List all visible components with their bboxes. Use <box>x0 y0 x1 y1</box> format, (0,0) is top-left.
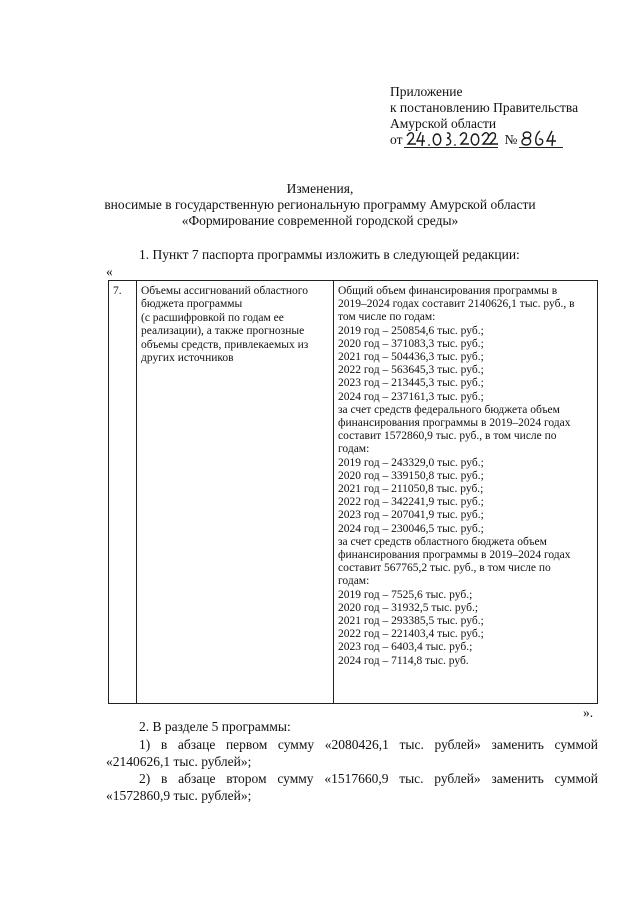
value-line: 2023 год – 6403,4 тыс. руб.; <box>338 641 473 654</box>
sub-item-2-line-2: «1572860,9 тыс. рублей»; <box>106 788 252 803</box>
table-row-number: 7. <box>113 285 122 297</box>
closing-quote: ». <box>583 705 594 720</box>
value-line: 2019 год – 250854,6 тыс. руб.; <box>338 324 484 337</box>
name-line: объемы средств, привлекаемых из <box>141 338 309 351</box>
table-row-value <box>338 285 596 668</box>
value-line: 2019–2024 годах составит 2140626,1 тыс. руб., в <box>338 298 575 311</box>
value-line: 2022 год – 221403,4 тыс. руб.; <box>338 628 484 641</box>
sub-item-2-line-1: 2) в абзаце втором сумму «1517660,9 тыс. рублей» заменить суммой <box>139 771 598 786</box>
value-line: 2020 год – 31932,5 тыс. руб.; <box>338 601 479 614</box>
sub-item-1-line-1: 1) в абзаце первом сумму «2080426,1 тыс. рублей» заменить суммой <box>139 737 598 752</box>
item-2-text: 2. В разделе 5 программы: <box>139 719 291 734</box>
value-line: 2023 год – 213445,3 тыс. руб.; <box>338 377 484 390</box>
decree-date-number-row <box>390 132 578 148</box>
value-line: 2020 год – 339150,8 тыс. руб.; <box>338 469 484 482</box>
value-line: 2024 год – 7114,8 тыс. руб. <box>338 654 469 667</box>
name-line: других источников <box>141 352 234 365</box>
value-line: 2019 год – 7525,6 тыс. руб.; <box>338 588 473 601</box>
handwritten-number <box>519 132 563 148</box>
value-line: 2019 год – 243329,0 тыс. руб.; <box>338 456 484 469</box>
appendix-decree: к постановлению Правительства <box>390 100 579 115</box>
value-line: годам: <box>338 575 370 588</box>
from-label: от <box>390 132 403 147</box>
value-line: 2022 год – 342241,9 тыс. руб.; <box>338 496 484 509</box>
title-line-3: «Формирование современной городской среды» <box>181 213 459 228</box>
table-column-divider-2 <box>333 281 334 703</box>
number-label: № <box>504 132 518 147</box>
name-line: реализации), а также прогнозные <box>141 325 305 338</box>
value-line: составит 1572860,9 тыс. руб., в том числе по <box>338 430 557 443</box>
name-line: Объемы ассигнований областного <box>141 285 308 297</box>
value-line: финансирования программы в 2019–2024 годах <box>338 549 571 562</box>
document-title <box>0 181 640 229</box>
value-line: финансирования программы в 2019–2024 годах <box>338 417 571 430</box>
value-line: Общий объем финансирования программы в <box>338 285 558 297</box>
name-line: бюджета программы <box>141 298 243 311</box>
table-row-name <box>141 285 331 365</box>
name-line: (с расшифровкой по годам ее <box>141 311 284 324</box>
title-line-2: вносимые в государственную региональную программу Амурской области <box>104 197 536 212</box>
value-line: 2023 год – 207041,9 тыс. руб.; <box>338 509 484 522</box>
value-line: годам: <box>338 443 370 456</box>
sub-item-1-line-2: «2140626,1 тыс. рублей»; <box>106 754 252 769</box>
title-line-1: Изменения, <box>286 181 354 196</box>
value-line: за счет средств федерального бюджета объем <box>338 403 560 416</box>
value-line: 2020 год – 371083,3 тыс. руб.; <box>338 337 484 350</box>
appendix-region: Амурской области <box>390 116 497 131</box>
value-line: том числе по годам: <box>338 311 436 324</box>
opening-quote: « <box>106 264 113 279</box>
value-line: 2022 год – 563645,3 тыс. руб.; <box>338 364 484 377</box>
handwritten-number-scribble <box>519 130 563 148</box>
value-line: 2024 год – 230046,5 тыс. руб.; <box>338 522 484 535</box>
table-column-divider-1 <box>136 281 137 703</box>
handwritten-date <box>404 132 498 148</box>
value-line: 2021 год – 211050,8 тыс. руб.; <box>338 483 484 496</box>
value-line: составит 567765,2 тыс. руб., в том числе по <box>338 562 551 575</box>
value-line: за счет средств областного бюджета объем <box>338 535 547 548</box>
handwritten-date-scribble <box>404 130 498 148</box>
value-line: 2021 год – 293385,5 тыс. руб.; <box>338 615 484 628</box>
appendix-label: Приложение <box>390 84 463 99</box>
appendix-block <box>390 84 578 148</box>
value-line: 2024 год – 237161,3 тыс. руб.; <box>338 390 484 403</box>
item-1-text: 1. Пункт 7 паспорта программы изложить в следующей редакции: <box>139 247 520 262</box>
passport-table <box>108 280 598 704</box>
value-line: 2021 год – 504436,3 тыс. руб.; <box>338 351 484 364</box>
